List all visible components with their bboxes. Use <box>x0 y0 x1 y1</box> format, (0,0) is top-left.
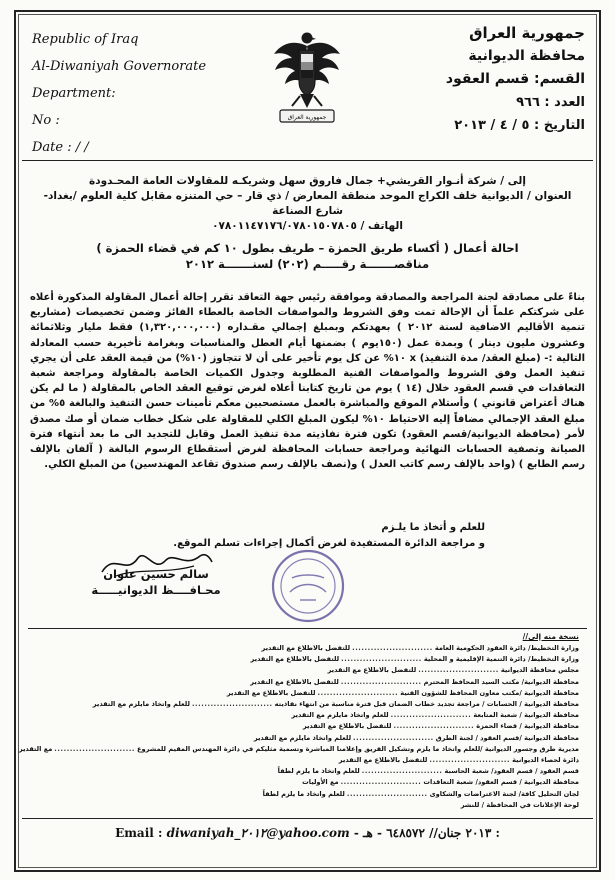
cc-action: للعلم واتخاذ ما يلزم لطفاً <box>277 767 360 776</box>
signatory-name: سالم حسين علوان <box>103 567 209 581</box>
cc-action: للعلم واتخاذ مايلزم مع التقدير <box>92 700 190 708</box>
footer-phone: - ٢٠١٣ جنان// ٦٤٨٥٧٢ - هـ : <box>353 826 500 840</box>
cc-leader-dots: .......................... <box>361 767 443 776</box>
cc-recipient: وزارة التخطيط/ دائرة التنمية الإقليمية و المحلية <box>423 655 579 664</box>
cc-list-item <box>36 710 579 720</box>
addressee-phone: الهاتف / ٠٧٨٠١١٤٧١٧٦/٠٧٨٠١٥٠٧٨٠٥ <box>212 220 403 232</box>
cc-leader-dots: .......................... <box>352 644 433 652</box>
cc-leader-dots: .......................... <box>191 700 273 708</box>
subject-block <box>40 240 575 272</box>
cc-list-item <box>36 699 579 709</box>
letterhead-arabic <box>395 22 585 137</box>
cc-action: للعلم واتخاذ ما يلزم لطفاً <box>262 789 345 798</box>
cc-recipient: محافظة الديوانية /قسم العقود / لجنة الطرق <box>435 733 579 742</box>
cc-action: للعلم واتخاذ مايلزم مع التقدير <box>253 733 352 742</box>
cc-list-item <box>36 643 579 653</box>
cc-list-item <box>36 766 579 776</box>
cc-action: للتفضل بالاطلاع مع التقدير <box>250 677 339 686</box>
cc-list-item <box>18 744 579 754</box>
cc-list-item <box>36 789 579 799</box>
department-en: Department: <box>32 86 116 101</box>
governorate-ar: محافظة الديوانية <box>468 48 585 64</box>
cc-recipient: لجان التحليل كافة/ لجنة الاعتراضات والشكاوى <box>429 789 579 798</box>
number-en: No : <box>32 113 60 128</box>
cc-action: للتفضل بالاطلاع مع التقدير <box>250 655 340 664</box>
signatory-title: محـافــــظ الديوانيـــــة <box>91 583 221 597</box>
addressee-address: العنوان / الديوانية خلف الكراج الموحد منطقة المعارض / ذي قار – حي المتنزه مقابل كلية العلوم /بغداد- <box>43 190 572 202</box>
addressee-name: إلى / شركة أنـوار القريشي+ جمال فاروق سهل وشريكـه للمقاولات العامة المحـدودة <box>89 175 526 187</box>
cc-list-item <box>36 800 579 810</box>
country-ar: جمهورية العراق <box>469 24 585 42</box>
cc-list-item <box>36 777 579 787</box>
country-en: Republic of Iraq <box>32 32 139 47</box>
addressee-block <box>40 174 575 234</box>
cc-list-item <box>36 721 579 731</box>
body-paragraph: بناءً على مصادقة لجنة المراجعة والمصادقة وموافقة رئيس جهة التعاقد تقرر إحالة أعمال المقاولة المذكورة أعلاه على شركتكم علماً أن الإحالة تمت وفق الشروط والمواصفات الخاصة بالعطاء الفائز وضمن تخصيصات (مشاريع تنمية الأقاليم الاضافية لسنة ٢٠١٢ ) بعهدتكم وبمبلغ إجمالي مقـداره (١,٣٢٠,٠٠٠,٠٠٠) فقط مليار وثلاثمائة وعشرون مليون دينار ) وبمدة عمل (١٥٠يوم ) بضمنها أيام العطل والمناسبات وبغرامة تأخيرية حسب المعادلة التالية :- (مبلغ العقد/ مدة التنفيذ) x ١٠% عن كل يوم تأخير على أن لا تتجاوز (١٠%) من قيمة العقد على أن يجري تنفيذ العمل وفق الشروط والمواصفات الفنية المطلوبة وجدول الكميات الخاصة بالمقاولة ومراجعة شعبة التعاقدات في قسم العقود خلال (١٤ ) يوم من تاريخ كتابنا أعلاه لغرض توقيع العقد الخاص بالمقاولة ( ما لم يكن هناك أعتراض قانوني ) وأستلام الموقع والمباشرة بالعمل مستصحبين معكم تأمينات حسن التنفيذ والبالغة ٥% من مبلغ العقد الإجمالي مضافاً إليه الاحتياط ١٠% ليكون المبلغ الكلي للمقاولة على شكل خطاب ضمان أو صك مصدق لأمر (محافظة الديوانية/قسم العقود) تكون فترة نفاذيته مدة تنفيذ العمل وقابل للتجديد الى ما بعد أنتهاء فترة الصيانة وتصفية الحسابات النهائية ومراجعة حسابات المحافظة لغرض أستقطاع الرسوم البالغة ( آلفان بالإلف رسم الطابع ) (واحد بالإلف رسم كاتب العدل ) و(نصف بالإلف رسم صندوق تقاعد المهندسين) من المبلغ الكلي. <box>30 292 586 471</box>
date-en: Date : / / <box>32 140 89 155</box>
cc-leader-dots: .......................... <box>346 789 428 798</box>
cc-list-item <box>36 733 579 743</box>
cc-leader-dots: .......................... <box>418 666 499 675</box>
cc-leader-dots: .......................... <box>429 756 511 764</box>
cc-recipient: مجلس محافظة الديوانية <box>500 666 579 675</box>
cc-recipient: محافظة الديوانية/ مكتب السيد المحافظ المحترم <box>423 677 579 686</box>
cc-leader-dots: .......................... <box>393 722 475 731</box>
cc-recipient: وزارة التخطيط/ دائرة العقود الحكومية العامة <box>434 644 579 652</box>
letter-body <box>30 290 585 472</box>
cc-leader-dots: .......................... <box>317 688 399 697</box>
cc-action: للتفضل بالاطلاع مع التقدير <box>327 666 417 675</box>
date-ar: التاريخ : ٥ / ٤ / ٢٠١٣ <box>454 118 585 133</box>
tender-number: مناقصـــــــة رقـــــم (٢٠٢) لسنـــــــة ٢٠١٢ <box>185 257 430 271</box>
cc-leader-dots: .......................... <box>54 744 136 753</box>
cc-action: للتفضل بالاطلاع مع التقدير <box>338 756 428 764</box>
cc-recipient: لوحة الإعلانات في المحافظة / للنشر <box>460 800 579 809</box>
email-address[interactable]: diwaniyah_٢٠١٢@yahoo.com <box>166 826 350 840</box>
email-label: Email : <box>115 826 163 840</box>
cc-recipient: محافظة الديوانية / قسم العقود/ شعبة التعاقدات <box>423 778 579 787</box>
cc-title: نسخة منه إلى// <box>522 632 579 641</box>
cc-list-item <box>36 654 579 664</box>
cc-action: مع الأوليات <box>302 778 339 787</box>
cc-recipient: محافظة الديوانية / شعبة المتابعة <box>473 711 579 720</box>
cc-leader-dots: .......................... <box>353 733 434 742</box>
cc-list-item <box>36 677 579 687</box>
official-round-stamp-icon <box>270 548 346 624</box>
footer <box>22 822 593 844</box>
emblem-caption: جمهورية العراق <box>287 114 327 121</box>
cc-action: للتفضل بالاطلاع مع التقدير <box>261 644 351 652</box>
notice-line-1: للعلم و أتخاذ ما يلـزم <box>381 522 485 533</box>
subject-title: احالة أعمال ( أكساء طريق الحمزة – طريف بطول ١٠ كم في قضاء الحمزة ) <box>96 241 519 255</box>
cc-list-item <box>36 755 579 765</box>
cc-rule <box>28 628 587 629</box>
governorate-en: Al-Diwaniyah Governorate <box>32 59 207 74</box>
cc-action: مع التقدير <box>18 744 53 753</box>
cc-list-item <box>36 665 579 675</box>
cc-recipient: مديرية طرق وجسور الديوانية /للعلم واتخاذ ما يلزم وتشكيل الفريق وإعلامنا المباشرة وتسمية مثليكم في دائرة المهندس المقيم للمشروع <box>137 744 579 753</box>
cc-recipient: محافظة الديوانية / قضاء الحمزة <box>476 722 579 731</box>
cc-action: للعلم واتخاذ مايلزم مع التقدير <box>291 711 389 720</box>
cc-recipient: قسم العقود / قسم العقود/ شعبة الحاسبة <box>444 767 579 776</box>
cc-leader-dots: .......................... <box>340 778 422 787</box>
iraq-eagle-emblem-icon <box>270 24 344 132</box>
cc-leader-dots: .......................... <box>341 655 422 664</box>
number-ar: العدد : ٩٦٦ <box>516 95 585 110</box>
signature-block <box>86 566 226 598</box>
header-rule <box>22 160 593 161</box>
cc-leader-dots: .......................... <box>390 711 472 720</box>
cc-recipient: محافظة الديوانية / الحسابات / مراجعة تجديد خطاب الضمان قبل فترة مناسبة من انتهاء نفاذيته <box>274 700 579 708</box>
cc-action: للتفضل بالاطلاع مع التقدير <box>302 722 392 731</box>
footer-rule <box>22 818 593 819</box>
addressee-street: شارع الصناعة <box>272 205 343 217</box>
cc-recipient: محافظة الديوانية /مكتب معاون المحافظ للشؤون الفنية <box>400 688 579 697</box>
department-ar: القسم: قسم العقود <box>445 71 585 87</box>
notice-line-2: و مراجعة الدائرة المستفيدة لغرض أكمال إجراءات تسلم الموقع. <box>173 538 485 549</box>
letterhead-english <box>32 26 232 161</box>
cc-list-item <box>36 688 579 698</box>
cc-leader-dots: .......................... <box>340 677 422 686</box>
cc-action: للتفضل بالاطلاع مع التقدير <box>226 688 316 697</box>
cc-recipient: دائرة لحصاء الديوانية <box>512 756 579 764</box>
